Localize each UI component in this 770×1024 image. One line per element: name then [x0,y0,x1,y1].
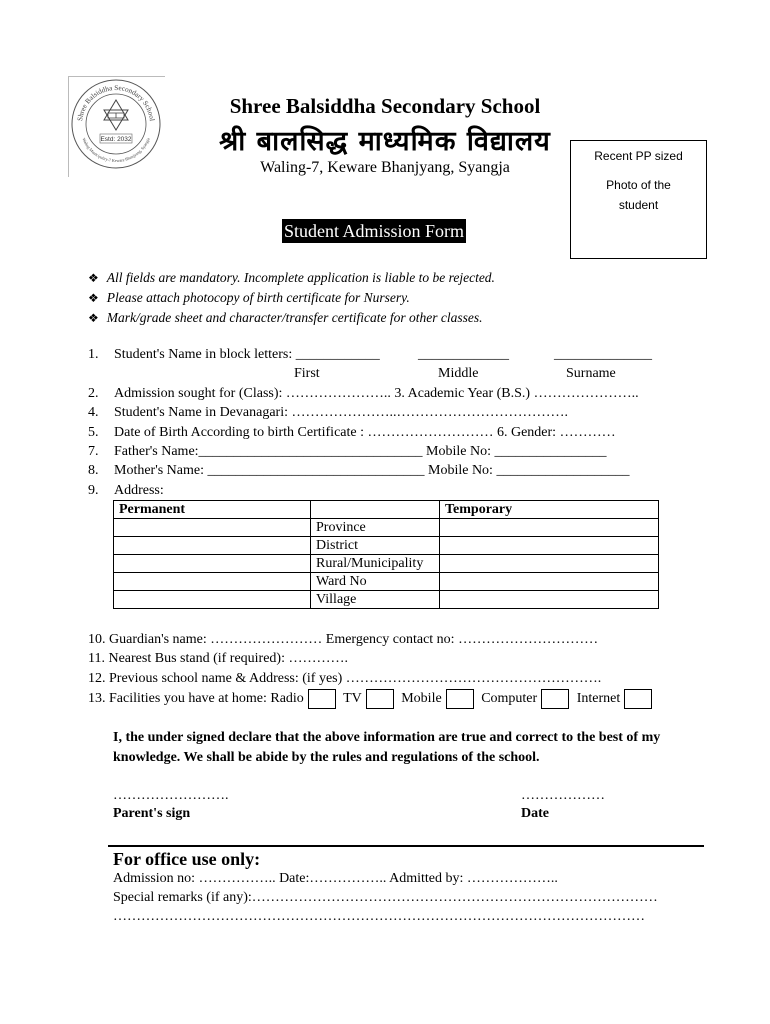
permanent-municipality-input[interactable] [114,555,311,573]
date-line[interactable]: ……………… [521,788,605,803]
facility-radio-checkbox[interactable] [308,689,336,709]
facility-internet-checkbox[interactable] [624,689,652,709]
office-remarks-line[interactable]: Special remarks (if any):…………………………………………………………………………… [113,890,658,905]
photo-box [570,140,707,259]
field-father-name[interactable]: 7. Father's Name:________________________________ Mobile No: ________________ [88,444,607,459]
table-row [114,573,659,591]
row-label: Ward No [311,573,440,591]
header-temporary: Temporary [440,501,659,519]
divider [108,845,704,847]
field-surname-blank[interactable]: ______________ [554,347,652,362]
school-name-np: श्री बालसिद्ध माध्यमिक विद्यालय [219,126,551,157]
school-name-en: Shree Balsiddha Secondary School [229,94,541,118]
label-surname: Surname [566,366,616,381]
header-permanent: Permanent [114,501,311,519]
table-row [114,537,659,555]
facility-mobile-label: Mobile [401,691,442,707]
facility-radio-label: Radio [270,691,304,707]
logo-bottom-text: Waling Municipality-7 Keware Bhanjyang, Syangja [81,137,151,164]
permanent-district-input[interactable] [114,537,311,555]
table-cell [311,501,440,519]
note-item: ❖ Please attach photocopy of birth certificate for Nursery. [88,290,410,305]
office-title: For office use only: [113,849,261,869]
note-item: ❖ Mark/grade sheet and character/transfer certificate for other classes. [88,310,483,325]
temporary-province-input[interactable] [440,519,659,537]
address-table [113,500,659,609]
facility-computer-label: Computer [481,691,538,707]
table-row [114,519,659,537]
photo-box-line2: Photo of the [606,178,671,192]
logo-estd: Estd: 2032 [100,136,132,143]
table-row [114,555,659,573]
logo-ring-text: Shree Balsiddha Secondary School [76,83,156,122]
photo-box-line1: Recent PP sized [594,149,683,163]
field-admission-class[interactable]: 2. Admission sought for (Class): ………………….. 3. Academic Year (B.S.) ………………….. [88,386,639,401]
facilities-label: 13. Facilities you have at home: [88,691,267,707]
temporary-village-input[interactable] [440,591,659,609]
school-address: Waling-7, Keware Bhanjyang, Syangja [260,159,510,176]
field-guardian[interactable]: 10. Guardian's name: …………………… Emergency contact no: ………………………… [88,632,599,647]
note-item: ❖ All fields are mandatory. Incomplete application is liable to be rejected. [88,270,495,285]
temporary-district-input[interactable] [440,537,659,555]
row-label: Village [311,591,440,609]
row-label: Rural/Municipality [311,555,440,573]
table-row [114,591,659,609]
label-first: First [294,366,320,381]
row-label: Province [311,519,440,537]
facility-internet-label: Internet [576,691,621,707]
date-label: Date [521,806,549,821]
declaration-text: I, the under signed declare that the above information are true and correct to the best of my knowledge. We shall be abide by the rules and regulations of the school. [113,730,661,765]
office-admission-line[interactable]: Admission no: …………….. Date:…………….. Admitted by: ……………….. [113,871,558,886]
temporary-ward-input[interactable] [440,573,659,591]
field-devanagari-name[interactable]: 4. Student's Name in Devanagari: …………………..………………………………. [88,405,568,420]
field-date-of-birth[interactable]: 5. Date of Birth According to birth Certificate : ……………………… 6. Gender: ………… [88,425,616,440]
field-mother-name[interactable]: 8. Mother's Name: _______________________________ Mobile No: ___________________ [88,463,630,478]
field-previous-school[interactable]: 12. Previous school name & Address: (if yes) ………………………………………………. [88,671,602,686]
label-middle: Middle [438,366,479,381]
office-remarks-line-2[interactable]: …………………………………………………………………………………………………… [113,909,645,924]
parent-sign-label: Parent's sign [113,806,191,821]
facility-mobile-checkbox[interactable] [446,689,474,709]
facility-computer-checkbox[interactable] [541,689,569,709]
field-bus-stand[interactable]: 11. Nearest Bus stand (if required): …………. [88,651,348,666]
parent-sign-line[interactable]: ……………………. [113,788,229,803]
field-address-label: 9. Address: [88,483,164,498]
permanent-province-input[interactable] [114,519,311,537]
field-student-name[interactable]: 1. Student's Name in block letters: ____________ [88,347,380,362]
facility-tv-checkbox[interactable] [366,689,394,709]
facility-tv-label: TV [343,691,362,707]
row-label: District [311,537,440,555]
permanent-village-input[interactable] [114,591,311,609]
form-title: Student Admission Form [284,221,465,241]
photo-box-line3: student [618,198,659,212]
temporary-municipality-input[interactable] [440,555,659,573]
permanent-ward-input[interactable] [114,573,311,591]
field-facilities [88,689,656,709]
field-middle-name-blank[interactable]: _____________ [418,347,509,362]
